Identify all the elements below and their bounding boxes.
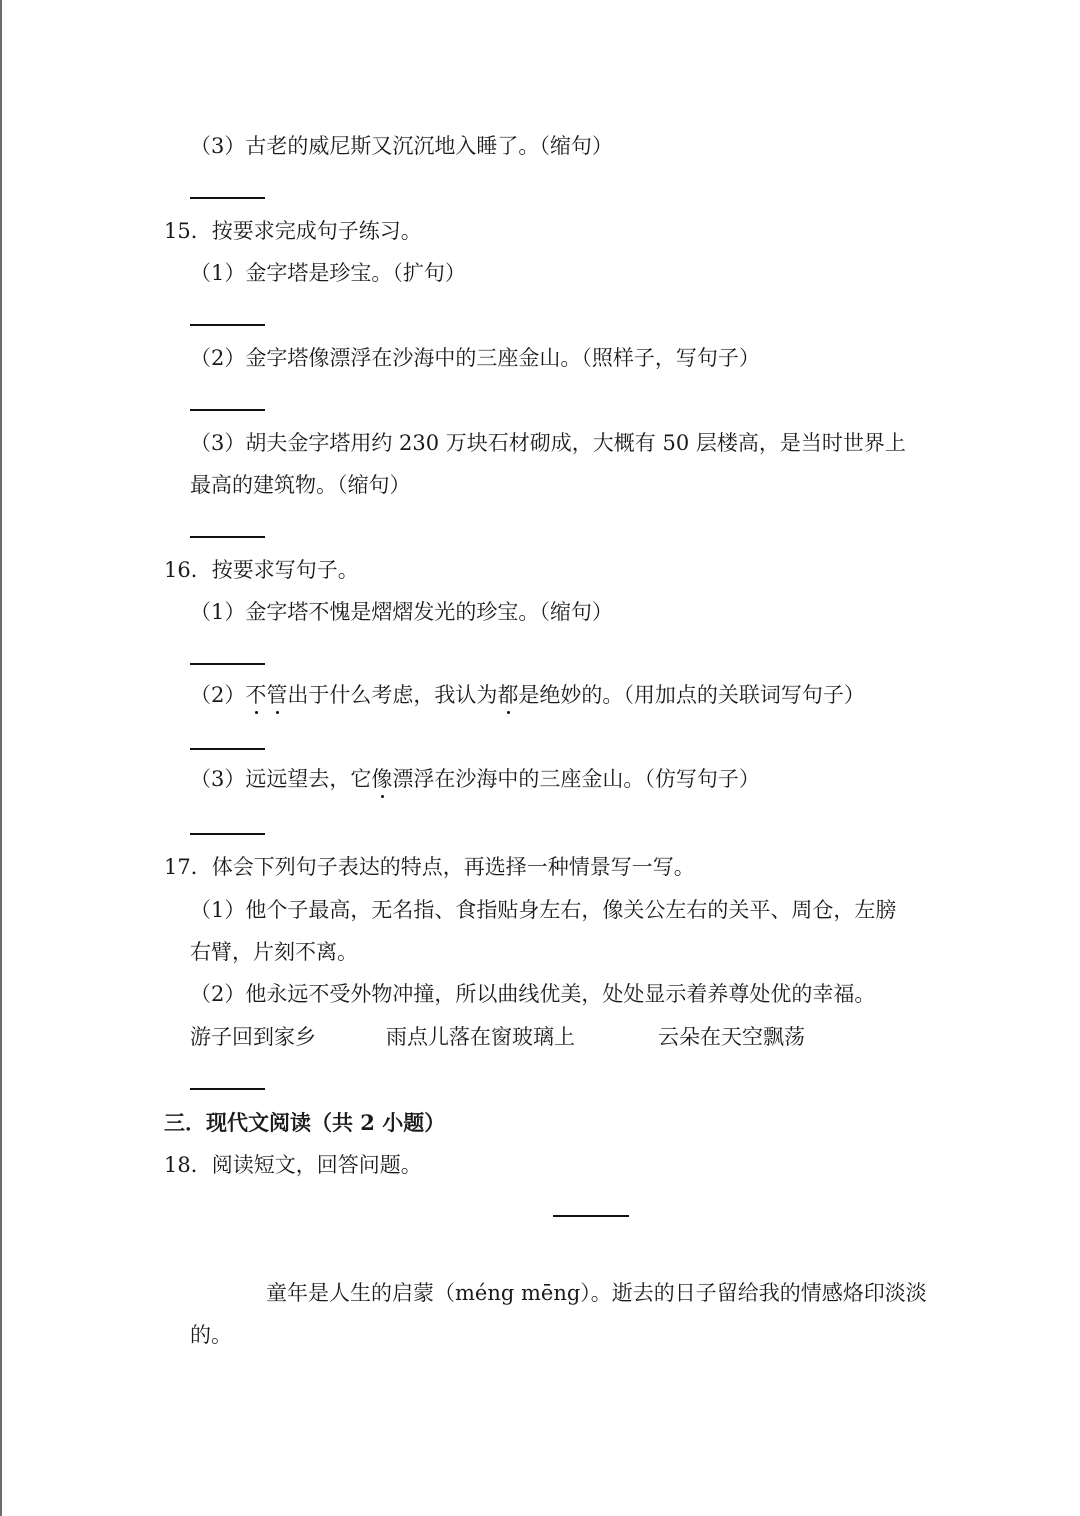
q16-item1: （1）金字塔不愧是熠熠发光的珍宝。（缩句） bbox=[190, 600, 613, 624]
q17-choice-2: 雨点儿落在窗玻璃上 bbox=[386, 1025, 575, 1049]
q17-item1-line2: 右臂，片刻不离。 bbox=[190, 940, 358, 964]
q15-item3-line1: （3）胡夫金字塔用约 230 万块石材砌成，大概有 50 层楼高，是当时世界上 bbox=[190, 431, 906, 455]
q18-stem: 18．阅读短文，回答问题。 bbox=[164, 1153, 422, 1177]
q14-item3: （3）古老的威尼斯又沉沉地入睡了。（缩句） bbox=[190, 134, 613, 158]
q14-item3-answer-blank[interactable] bbox=[190, 197, 265, 199]
emphasis-dot-word: 管 bbox=[266, 683, 288, 707]
q15-item1: （1）金字塔是珍宝。（扩句） bbox=[190, 261, 466, 285]
q15-item3-line2: 最高的建筑物。（缩句） bbox=[190, 473, 411, 497]
q17-answer-blank[interactable] bbox=[190, 1088, 265, 1090]
q17-item2: （2）他永远不受外物冲撞，所以曲线优美，处处显示着养尊处优的幸福。 bbox=[190, 982, 876, 1006]
q15-item2: （2）金字塔像漂浮在沙海中的三座金山。（照样子，写句子） bbox=[190, 346, 760, 370]
q16-item1-answer-blank[interactable] bbox=[190, 663, 265, 665]
q16-item2-suffix: 是绝妙的。（用加点的关联词写句子） bbox=[518, 683, 865, 707]
q15-stem: 15．按要求完成句子练习。 bbox=[164, 219, 422, 243]
q17-stem: 17．体会下列句子表达的特点，再选择一种情景写一写。 bbox=[164, 855, 695, 879]
q15-item3-answer-blank[interactable] bbox=[190, 536, 265, 538]
q17-choice-3: 云朵在天空飘荡 bbox=[658, 1025, 805, 1049]
passage-line1: 童年是人生的启蒙（méng mēng）。逝去的日子留给我的情感烙印淡淡 bbox=[266, 1281, 927, 1305]
page-edge bbox=[0, 0, 2, 1516]
emphasis-dot-word: 不 bbox=[245, 683, 267, 707]
q17-item1-line1: （1）他个子最高，无名指、食指贴身左右，像关公左右的关平、周仓，左膀 bbox=[190, 898, 897, 922]
q17-choice-1: 游子回到家乡 bbox=[190, 1025, 316, 1049]
passage-line2: 的。 bbox=[190, 1323, 232, 1347]
q16-item2-mid: 出于什么考虑，我认为 bbox=[287, 683, 498, 707]
emphasis-dot-word: 都 bbox=[497, 683, 519, 707]
q16-item2-answer-blank[interactable] bbox=[190, 748, 265, 750]
passage-title-blank[interactable] bbox=[553, 1215, 629, 1217]
q16-stem: 16．按要求写句子。 bbox=[164, 558, 359, 582]
q15-item2-answer-blank[interactable] bbox=[190, 409, 265, 411]
q15-item1-answer-blank[interactable] bbox=[190, 324, 265, 326]
q16-item3 bbox=[190, 764, 760, 794]
q16-item3-prefix: （3）远远望去，它 bbox=[190, 767, 372, 791]
emphasis-dot-word: 像 bbox=[371, 767, 393, 791]
section3-heading: 三．现代文阅读（共 2 小题） bbox=[164, 1110, 446, 1135]
q16-item2 bbox=[190, 680, 865, 710]
q16-item3-suffix: 漂浮在沙海中的三座金山。（仿写句子） bbox=[392, 767, 760, 791]
q16-item3-answer-blank[interactable] bbox=[190, 833, 265, 835]
q16-item2-prefix: （2） bbox=[190, 683, 246, 707]
